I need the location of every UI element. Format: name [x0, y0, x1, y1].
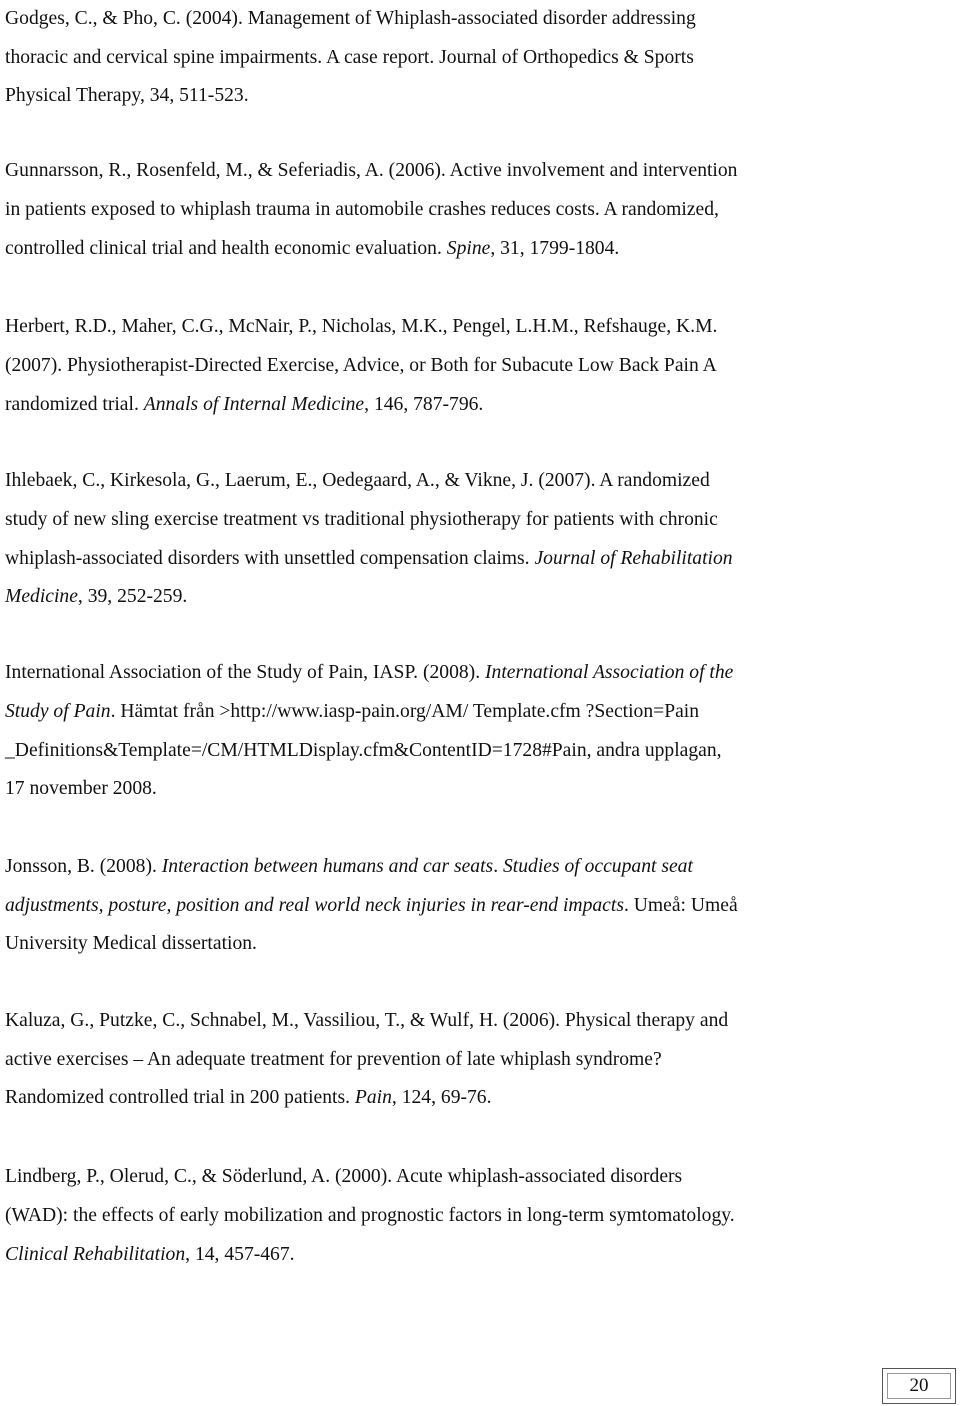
reference-text: Kaluza, G., Putzke, C., Schnabel, M., Vassiliou, T., & Wulf, H. (2006). Physical therapy and — [5, 1010, 729, 1032]
reference-italic-text: International Association of the — [485, 662, 734, 684]
reference-line — [5, 230, 955, 269]
reference-line — [5, 386, 955, 425]
reference-line — [5, 732, 955, 771]
reference-entry — [5, 848, 955, 964]
reference-italic-text: Pain — [354, 1087, 392, 1109]
reference-text: International Association of the Study of Pain, IASP. (2008). — [5, 662, 485, 684]
reference-text: Godges, C., & Pho, C. (2004). Management of Whiplash-associated disorder addressing — [5, 8, 696, 29]
reference-line — [5, 152, 955, 191]
reference-text: , 124, 69-76. — [391, 1087, 492, 1109]
reference-text: (2007). Physiotherapist-Directed Exercise, Advice, or Both for Subacute Low Back Pain A — [5, 354, 717, 376]
reference-text: . Hämtat från >http://www.iasp-pain.org/AM/ Template.cfm ?Section=Pain — [110, 700, 700, 722]
reference-text: Ihlebaek, C., Kirkesola, G., Laerum, E., Oedegaard, A., & Vikne, J. (2007). A randomized — [5, 470, 710, 492]
reference-line — [5, 39, 955, 78]
reference-text: . — [493, 855, 503, 877]
reference-text: Herbert, R.D., Maher, C.G., McNair, P., Nicholas, M.K., Pengel, L.H.M., Refshauge, K.M. — [5, 316, 718, 338]
reference-text: , 146, 787-796. — [364, 393, 484, 415]
reference-line — [5, 1079, 955, 1118]
reference-line — [5, 848, 955, 887]
reference-line — [5, 0, 955, 39]
reference-line — [5, 77, 955, 116]
reference-line — [5, 347, 955, 386]
reference-italic-text: adjustments, posture, position and real world neck injuries in rear-end impacts — [5, 894, 624, 916]
reference-line — [5, 191, 955, 230]
reference-text: active exercises – An adequate treatment for prevention of late whiplash syndrome? — [5, 1048, 662, 1070]
reference-text: randomized trial. — [5, 393, 144, 415]
reference-text: , 14, 457-467. — [185, 1243, 295, 1265]
reference-text: Randomized controlled trial in 200 patients. — [5, 1087, 355, 1109]
reference-entry — [5, 152, 955, 268]
reference-italic-text: Interaction between humans and car seats — [161, 855, 494, 877]
reference-entry — [5, 1002, 955, 1118]
reference-line — [5, 887, 955, 926]
reference-entry — [5, 0, 955, 116]
reference-text: . Umeå: Umeå — [623, 894, 738, 916]
reference-italic-text: Medicine — [5, 586, 78, 608]
reference-italic-text: Journal of Rehabilitation — [534, 547, 733, 569]
reference-line — [5, 462, 955, 501]
reference-line — [5, 770, 955, 809]
reference-text: thoracic and cervical spine impairments. A case report. Journal of Orthopedics & Sports — [5, 46, 694, 68]
reference-text: in patients exposed to whiplash trauma in automobile crashes reduces costs. A randomized, — [5, 198, 719, 220]
reference-line — [5, 1158, 955, 1197]
reference-text: (WAD): the effects of early mobilization and prognostic factors in long-term symtomatology. — [5, 1204, 735, 1226]
reference-italic-text: Study of Pain — [5, 700, 111, 722]
reference-italic-text: Clinical Rehabilitation — [5, 1243, 186, 1265]
reference-line — [5, 1197, 955, 1236]
reference-text: , 39, 252-259. — [77, 586, 188, 608]
reference-italic-text: Studies of occupant seat — [502, 855, 693, 877]
reference-list — [5, 0, 955, 1274]
reference-text: whiplash-associated disorders with unsettled compensation claims. — [5, 547, 535, 569]
reference-text: Physical Therapy, 34, 511-523. — [5, 85, 249, 107]
reference-entry — [5, 462, 955, 617]
reference-text: Lindberg, P., Olerud, C., & Söderlund, A. (2000). Acute whiplash-associated disorders — [5, 1166, 683, 1188]
reference-line — [5, 693, 955, 732]
reference-text: Gunnarsson, R., Rosenfeld, M., & Seferiadis, A. (2006). Active involvement and intervention — [5, 160, 738, 182]
reference-line — [5, 1002, 955, 1041]
reference-line — [5, 501, 955, 540]
reference-line — [5, 308, 955, 347]
reference-line — [5, 1236, 955, 1275]
reference-italic-text: Annals of Internal Medicine — [143, 393, 365, 415]
reference-text: study of new sling exercise treatment vs traditional physiotherapy for patients with chronic — [5, 509, 718, 531]
reference-italic-text: Spine — [446, 237, 491, 259]
reference-entry — [5, 308, 955, 424]
reference-text: _Definitions&Template=/CM/HTMLDisplay.cfm&ContentID=1728#Pain, andra upplagan, — [5, 739, 722, 761]
page-number — [882, 1368, 956, 1404]
reference-line — [5, 540, 955, 579]
reference-line — [5, 925, 955, 964]
reference-line — [5, 654, 955, 693]
reference-text: University Medical dissertation. — [5, 933, 257, 955]
reference-text: 17 november 2008. — [5, 778, 157, 800]
reference-entry — [5, 654, 955, 809]
reference-line — [5, 578, 955, 617]
reference-entry — [5, 1158, 955, 1274]
page-number-text: 20 — [909, 1375, 929, 1396]
reference-text: Jonsson, B. (2008). — [5, 855, 162, 877]
reference-text: , 31, 1799-1804. — [490, 237, 620, 259]
reference-line — [5, 1041, 955, 1080]
reference-text: controlled clinical trial and health economic evaluation. — [5, 237, 447, 259]
